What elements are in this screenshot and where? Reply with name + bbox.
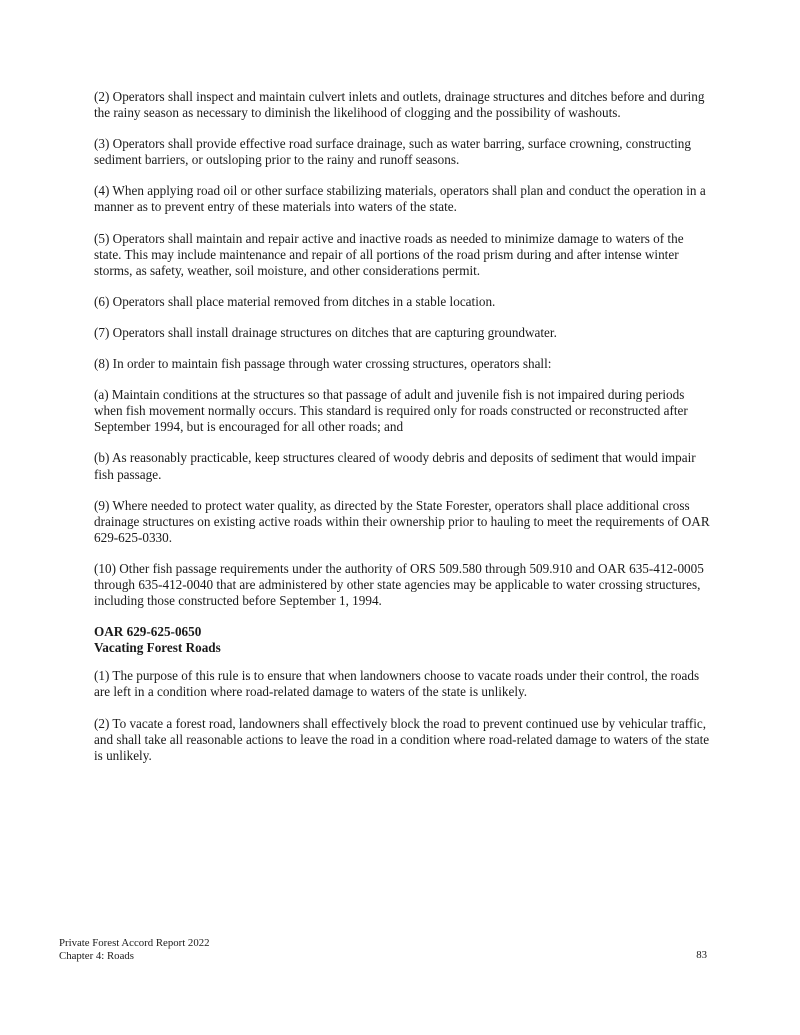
- page-number: 83: [696, 949, 707, 961]
- section-code: OAR 629-625-0650: [94, 624, 202, 640]
- paragraph-rule-8a: (a) Maintain conditions at the structures so that passage of adult and juvenile fish is not impaired during periods when fish movement normally occurs. This standard is required only for roads constructed or reconstructed after September 1994, but is encouraged for all other roads; and: [94, 387, 688, 435]
- paragraph-rule-3: (3) Operators shall provide effective road surface drainage, such as water barring, surface crowning, constructing sediment barriers, or outsloping prior to the rainy and runoff seasons.: [94, 136, 691, 168]
- footer-chapter: Chapter 4: Roads: [59, 949, 134, 962]
- paragraph-rule-8b: (b) As reasonably practicable, keep structures cleared of woody debris and deposits of sediment that would impair fish passage.: [94, 450, 696, 482]
- section-heading: [94, 624, 710, 656]
- paragraph-rule-8: (8) In order to maintain fish passage through water crossing structures, operators shall:: [94, 356, 552, 372]
- paragraph-rule-7: (7) Operators shall install drainage structures on ditches that are capturing groundwater.: [94, 324, 557, 340]
- section-title: Vacating Forest Roads: [94, 640, 221, 656]
- footer-info: [59, 937, 210, 962]
- paragraph-vacating-2: (2) To vacate a forest road, landowners shall effectively block the road to prevent continued use by vehicular traffic, and shall take all reasonable actions to leave the road in a condition where road-related damage to waters of the state is unlikely.: [94, 715, 710, 763]
- paragraph-rule-4: (4) When applying road oil or other surface stabilizing materials, operators shall plan and conduct the operation in a manner as to prevent entry of these materials into waters of the state.: [94, 183, 706, 215]
- document-body: [94, 89, 710, 779]
- paragraph-rule-6: (6) Operators shall place material removed from ditches in a stable location.: [94, 293, 496, 309]
- footer-report-title: Private Forest Accord Report 2022: [59, 937, 210, 949]
- paragraph-rule-2: (2) Operators shall inspect and maintain culvert inlets and outlets, drainage structures and ditches before and during the rainy season as necessary to diminish the likelihood of clogging and the possibility of washouts.: [94, 89, 705, 121]
- paragraph-vacating-1: (1) The purpose of this rule is to ensure that when landowners choose to vacate roads under their control, the roads are left in a condition where road-related damage to waters of the state is unlikely.: [94, 668, 700, 700]
- paragraph-rule-9: (9) Where needed to protect water quality, as directed by the State Forester, operators shall place additional cross drainage structures on existing active roads within their ownership prior to hauling to meet the requirements of OAR 629-625-0330.: [94, 497, 710, 545]
- paragraph-rule-5: (5) Operators shall maintain and repair active and inactive roads as needed to minimize damage to waters of the state. This may include maintenance and repair of all portions of the road prism during and after intense winter storms, as safety, weather, soil moisture, and other considerations permit.: [94, 230, 684, 278]
- paragraph-rule-10: (10) Other fish passage requirements under the authority of ORS 509.580 through 509.910 and OAR 635-412-0005 through 635-412-0040 that are administered by other state agencies may be applicable to water crossing structures, including those constructed before September 1, 1994.: [94, 560, 704, 609]
